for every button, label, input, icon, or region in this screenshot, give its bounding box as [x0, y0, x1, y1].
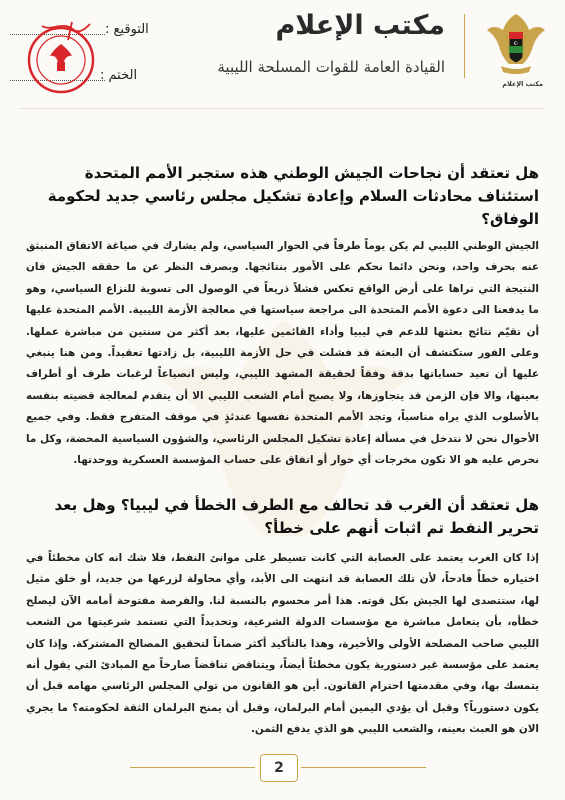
official-red-stamp-icon — [22, 18, 100, 96]
footer-line-right — [301, 767, 426, 768]
question-2: هل تعتقد أن الغرب قد تحالف مع الطرف الخطأ في ليبيا؟ وهل بعد تحرير النفط تم اثبات أنهم على خطأ؟ — [54, 496, 539, 537]
signature-label: التوقيع : — [105, 22, 149, 37]
libyan-eagle-emblem-icon — [485, 8, 547, 90]
answer-1: الجيش الوطني الليبي لم يكن يوماً طرفاً في الحوار السياسي، ولم يشارك في صياغة الاتفاق المنبثق عنه بحرف واحد، ونحن دائما نحكم على الأمور بنتائجها. وبصرف النظر عن ما حققه الجيش فان النتيجة التي نراها على أرض الواقع تعكس فشلاً ذريعاً في الوصول الى تسوية للنزاع السياسي، وهو ما يدفعنا الى دعوة الأمم المتحدة الى مراجعة سياستها في معالجة الأزمة الليبية. الأمم المتحدة عليها أن تقيّم نتائج بعثتها للدعم في ليبيا وأداء القائمين عليها، بعد أكثر من سنتين من مباشرة عملها. وعلى الفور ستكتشف أن البعثة قد فشلت في حل الأزمة الليبية، بل زادتها تعقيداً. ومن هنا ينبغي عليها أن تعيد حساباتها بدقة وفقاً لحقيقة المشهد الليبي، وليس انصياعاً لرغبات طرف أو أطراف بعينها، والا فإن الزمن قد يتجاوزها، ولا يصبح أمام الشعب الليبي الا أن يتقدم لمعالجة قضيته بنفسه بالأسلوب الذي يراه مناسباً، وتجد الأمم المتحدة نفسها عندئذٍ في موقف المتفرج فقط. وفي جميع الأحوال نحن لا نتدخل في مسألة إعادة تشكيل المجلس الرئاسي، والشؤون السياسية المحضة، وكل ما نحرص عليه هو الا تكون مخرجات أي حوار أو اتفاق على حساب المؤسسة العسكرية ووحدتها. — [26, 240, 539, 467]
header-separator — [20, 108, 545, 109]
header-divider — [464, 14, 465, 78]
emblem-caption: مكتب الإعلام — [502, 80, 543, 88]
svg-text:☪: ☪ — [513, 41, 519, 47]
letterhead — [0, 0, 565, 100]
question-1: هل تعتقد أن نجاحات الجيش الوطني هذه ستجبر الأمم المتحدة استئناف محادثات السلام وإعادة تشكيل مجلس رئاسي جديد لحكومة الوفاق؟ — [47, 164, 539, 228]
footer-line-left — [130, 767, 255, 768]
office-title: مكتب الإعلام — [275, 10, 445, 41]
command-name: القيادة العامة للقوات المسلحة الليبية — [217, 58, 445, 76]
stamp-label: الختم : — [100, 68, 138, 83]
answer-2: إذا كان الغرب يعتمد على العصابة التي كانت تسيطر على موانئ النفط، فلا شك انه كان مخطئاً في اختياره خطأً فادحاً، لأن تلك العصابة قد انتهت الى الأبد، وأي محاولة لزرعها من جديد، أو خلق مثيل لها، ستتصدى لها الجيش بكل قوته. هذا أمر محسوم بالنسبة لنا. والفرصة مفتوحة أمامه الآن ليصلح خطأه، بأن يتعامل مباشرة مع مؤسسات الدولة الشرعية، وتحديداً التي تستمد شرعيتها من الشعب الليبي صاحب المصلحة الأولى والأخيرة، وهذا بالتأكيد أكثر ضماناً لتحقيق المصالح المشتركة. وإذا كان يعتمد على مؤسسة غير دستورية يكون مخطئاً أيضاً، ويتناقض تناقضاً صارخاً مع المبادئ التي يقول أنه يتمسك بها، وفي مقدمتها احترام القانون. أين هو القانون من تولي المجلس الرئاسي مهامه قبل أن يكون دستورياً؟ وقبل أن يؤدي اليمين أمام البرلمان، وقبل أن يمنح البرلمان الثقة لحكومته؟ ما يجري الان هو العبث بعينه، والشعب الليبي هو الذي يدفع الثمن. — [26, 552, 539, 736]
page-number: 2 — [260, 754, 298, 782]
